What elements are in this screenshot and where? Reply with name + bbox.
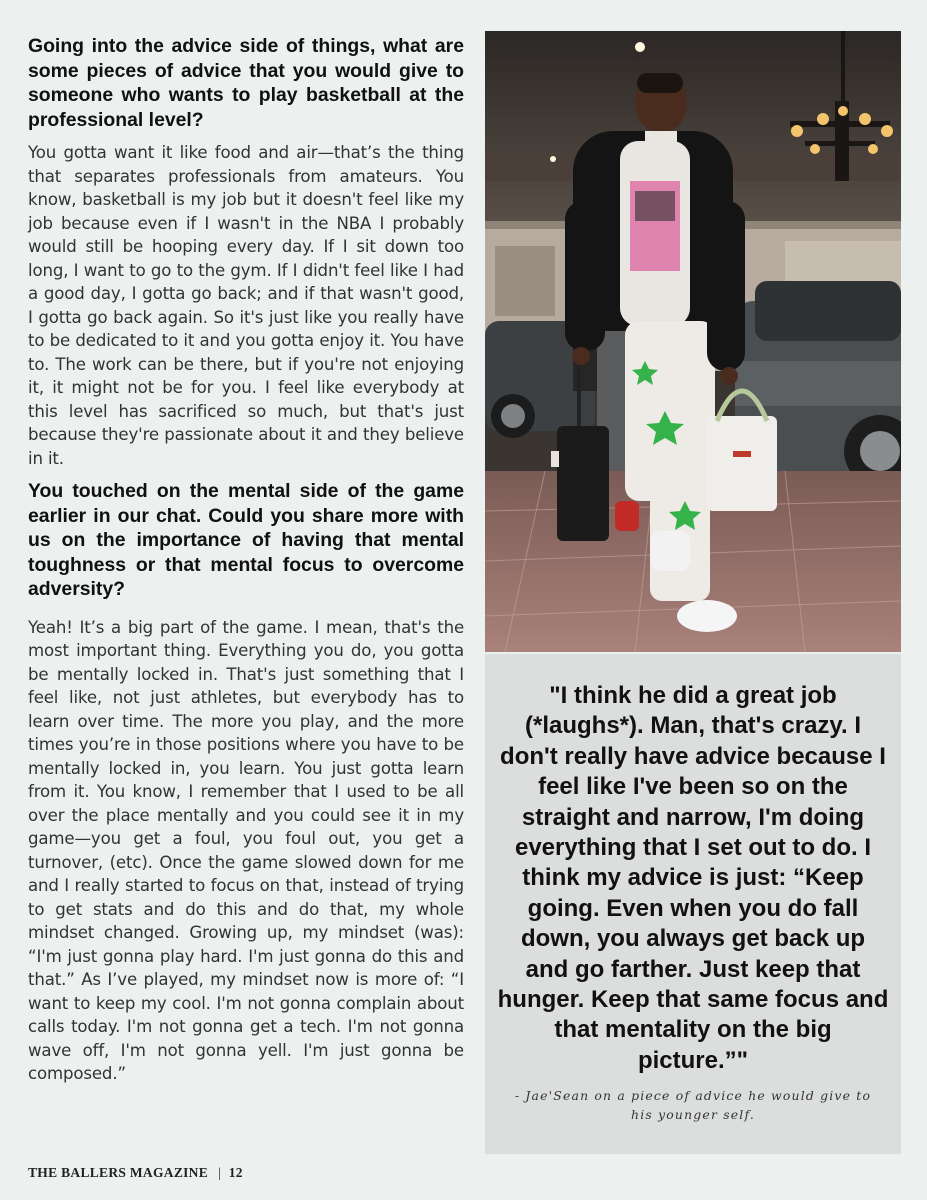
player-photo-illustration [485, 31, 901, 652]
page-footer [28, 1165, 243, 1181]
pull-quote-attribution: - Jae'Sean on a piece of advice he would give to his younger self. [514, 1088, 872, 1122]
page-number: 12 [228, 1165, 243, 1180]
interview-question-2: You touched on the mental side of the game earlier in our chat. Could you share more with us on the importance of having that mental toughness or that mental focus to overcome adversity? [28, 480, 464, 600]
article-column [28, 34, 464, 1086]
footer-separator: | [218, 1165, 222, 1180]
interview-answer-1: You gotta want it like food and air—that’s the thing that separates professionals from amateurs. You know, basketball is my job but it doesn't feel like my job because even if I wasn't in the NBA I probably would still be hooping every day. If I sit down too long, I want to go to the gym. If I didn't feel like I had a good day, I gotta go back; and if that wasn't good, I gotta go back again. So it's just like you really have to be dedicated to it and you gotta enjoy it. You have to. The work can be there, but if you're not enjoying it, it might not be for you. I feel like everybody at this level has sacrificed so much, but that's just because they're passionate about it and they believe in it. [28, 143, 464, 468]
player-photo [485, 31, 901, 652]
pull-quote-box [485, 654, 901, 1154]
magazine-name: THE BALLERS MAGAZINE [28, 1165, 209, 1180]
interview-answer-2: Yeah! It’s a big part of the game. I mean, that's the most important thing. Everything you do, you gotta be mentally locked in. That's just something that I feel like, not just athletes, but everybody has to learn over time. The more you play, and the more times you’re in those positions where you have to be mentally locked in, you learn. You just gotta learn from it. You know, I remember that I used to be all over the place mentally and you could see it in my game—you get a foul, you foul out, you get a turnover, (etc). Once the game slowed down for me and I really started to focus on that, instead of trying to get stats and do this and do that, my whole mindset changed. Growing up, my mindset (was): “I'm just gonna play hard. I'm just gonna do this and that.” As I’ve played, my mindset now is more of: “I want to keep my cool. I'm not gonna complain about calls today. I'm not gonna get a tech. I'm not gonna wave off, I'm not gonna yell. I'm just gonna be composed.” [28, 617, 464, 1083]
interview-question-1: Going into the advice side of things, what are some pieces of advice that you would give to someone who wants to play basketball at the professional level? [28, 35, 464, 131]
pull-quote-text: "I think he did a great job (*laughs*). Man, that's crazy. I don't really have advice because I feel like I've been so on the straight and narrow, I'm doing everything that I set out to do. I think my advice is just: “Keep going. Even when you do fall down, you always get back up and go farther. Just keep that hunger. Keep that same focus and that mentality on the big picture.”" [497, 682, 889, 1074]
